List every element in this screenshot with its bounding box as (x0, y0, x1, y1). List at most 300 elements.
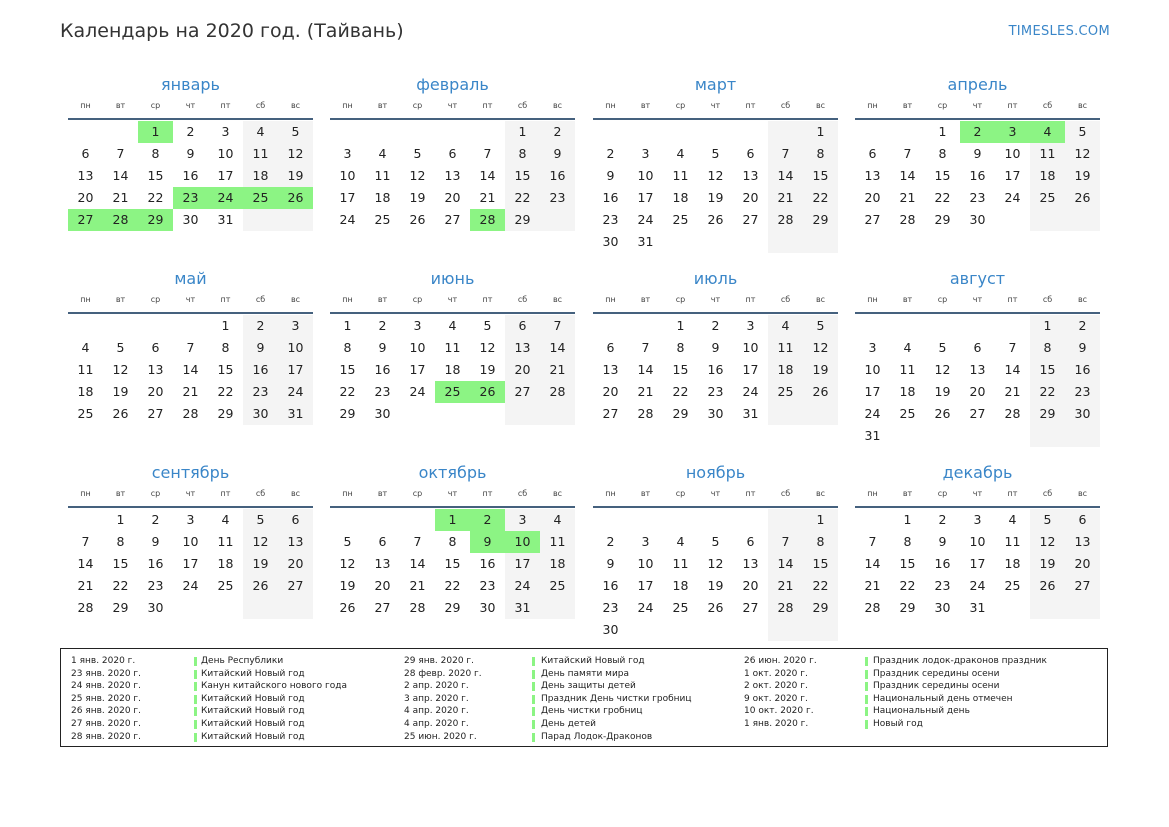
holiday-marker (865, 682, 868, 691)
day-cell: 6 (746, 534, 755, 549)
day-cell: 17 (637, 578, 654, 593)
day-cell: 5 (278, 121, 313, 143)
day-cell: 13 (147, 362, 164, 377)
day-cell: 17 (182, 556, 199, 571)
day-cell: 26 (1030, 575, 1065, 597)
weekday-label: сб (255, 295, 266, 304)
day-cell: 21 (768, 575, 803, 597)
day-cell: 10 (409, 340, 426, 355)
weekday-label: пн (605, 295, 616, 304)
month-block (68, 462, 313, 619)
day-cell: 27 (444, 212, 461, 227)
weekday-label: вс (815, 489, 826, 498)
day-grid (68, 509, 313, 619)
day-cell: 19 (339, 578, 356, 593)
weekday-label: ср (675, 489, 686, 498)
day-cell: 21 (637, 384, 654, 399)
day-cell: 21 (899, 190, 916, 205)
day-cell: 13 (864, 168, 881, 183)
legend-row (404, 668, 734, 681)
day-cell: 28 (540, 381, 575, 403)
day-cell: 26 (112, 406, 129, 421)
day-cell: 11 (899, 362, 916, 377)
day-cell: 15 (147, 168, 164, 183)
empty-cell (593, 315, 628, 337)
day-cell: 28 (899, 212, 916, 227)
legend-row (744, 668, 1074, 681)
day-cell: 5 (711, 146, 720, 161)
day-cell: 20 (1065, 553, 1100, 575)
month-separator (330, 118, 575, 120)
day-cell: 8 (903, 534, 912, 549)
day-cell: 1 (435, 509, 470, 531)
holiday-date: 2 окт. 2020 г. (744, 681, 808, 692)
day-cell: 2 (606, 534, 615, 549)
day-cell: 29 (803, 597, 838, 619)
weekday-label: чт (972, 101, 983, 110)
holiday-marker (532, 695, 535, 704)
day-cell: 12 (803, 337, 838, 359)
empty-cell (890, 121, 925, 143)
day-cell: 2 (243, 315, 278, 337)
day-cell: 23 (602, 600, 619, 615)
day-cell: 19 (409, 190, 426, 205)
day-cell: 1 (343, 318, 352, 333)
empty-cell (960, 425, 995, 447)
day-cell: 10 (864, 362, 881, 377)
day-cell: 4 (243, 121, 278, 143)
day-cell: 19 (707, 578, 724, 593)
holiday-marker (532, 657, 535, 666)
weekday-label: чт (447, 295, 458, 304)
day-cell: 17 (969, 556, 986, 571)
day-cell: 15 (934, 168, 951, 183)
day-cell: 10 (217, 146, 234, 161)
weekday-label: вс (290, 489, 301, 498)
day-cell: 22 (803, 575, 838, 597)
empty-cell (400, 509, 435, 531)
day-cell: 2 (938, 512, 947, 527)
month-separator (330, 506, 575, 508)
day-cell: 6 (81, 146, 90, 161)
day-cell: 27 (278, 575, 313, 597)
empty-cell (68, 315, 103, 337)
month-separator (68, 312, 313, 314)
day-cell: 19 (803, 359, 838, 381)
empty-cell (1030, 209, 1065, 231)
holiday-name: День памяти мира (541, 668, 630, 679)
month-name: январь (161, 75, 220, 94)
day-cell: 14 (1004, 362, 1021, 377)
day-cell: 11 (243, 143, 278, 165)
empty-cell (698, 619, 733, 641)
holiday-name: Китайский Новый год (201, 693, 305, 704)
day-cell: 25 (672, 600, 689, 615)
day-cell: 9 (540, 143, 575, 165)
day-cell: 30 (934, 600, 951, 615)
weekday-label: ср (937, 489, 948, 498)
day-cell: 12 (1030, 531, 1065, 553)
day-cell: 3 (343, 146, 352, 161)
holiday-name: Канун китайского нового года (201, 681, 348, 692)
day-cell: 6 (868, 146, 877, 161)
day-cell: 10 (182, 534, 199, 549)
weekday-header (855, 99, 1100, 115)
day-cell: 10 (505, 531, 540, 553)
day-cell: 18 (672, 578, 689, 593)
day-cell: 23 (969, 190, 986, 205)
day-cell: 11 (768, 337, 803, 359)
day-cell: 1 (116, 512, 125, 527)
day-cell: 30 (147, 600, 164, 615)
weekday-label: чт (972, 295, 983, 304)
empty-cell (855, 315, 890, 337)
day-cell: 21 (409, 578, 426, 593)
day-cell: 28 (768, 597, 803, 619)
empty-cell (435, 403, 470, 425)
month-separator (855, 312, 1100, 314)
day-cell: 18 (1004, 556, 1021, 571)
holiday-name: Праздник День чистки гробниц (541, 693, 692, 704)
legend-row (404, 731, 734, 744)
holiday-date: 26 янв. 2020 г. (71, 706, 141, 717)
day-cell: 19 (278, 165, 313, 187)
legend-column (404, 655, 734, 743)
day-cell: 8 (676, 340, 685, 355)
month-block (330, 462, 575, 619)
weekday-label: вс (552, 489, 563, 498)
weekday-header (855, 487, 1100, 503)
day-cell: 4 (768, 315, 803, 337)
day-cell: 6 (151, 340, 160, 355)
day-cell: 3 (868, 340, 877, 355)
day-cell: 18 (540, 553, 575, 575)
empty-cell (768, 403, 803, 425)
day-cell: 21 (540, 359, 575, 381)
day-cell: 25 (1030, 187, 1065, 209)
day-cell: 1 (903, 512, 912, 527)
day-cell: 12 (1065, 143, 1100, 165)
day-cell: 10 (278, 337, 313, 359)
month-block (855, 268, 1100, 447)
empty-cell (733, 509, 768, 531)
weekday-header (68, 99, 313, 115)
day-cell: 2 (470, 509, 505, 531)
day-cell: 23 (1065, 381, 1100, 403)
day-cell: 25 (374, 212, 391, 227)
legend-row (744, 680, 1074, 693)
weekday-label: чт (185, 489, 196, 498)
day-cell: 26 (243, 575, 278, 597)
weekday-header (68, 293, 313, 309)
holiday-date: 25 янв. 2020 г. (71, 693, 141, 704)
empty-cell (365, 121, 400, 143)
month-name: февраль (416, 75, 489, 94)
day-cell: 1 (803, 121, 838, 143)
empty-cell (278, 209, 313, 231)
weekday-label: вс (552, 101, 563, 110)
day-cell: 9 (711, 340, 720, 355)
day-cell: 22 (803, 187, 838, 209)
holiday-marker (194, 695, 197, 704)
empty-cell (733, 619, 768, 641)
weekday-label: вт (115, 101, 126, 110)
empty-cell (995, 315, 1030, 337)
empty-cell (138, 315, 173, 337)
empty-cell (540, 209, 575, 231)
day-cell: 13 (374, 556, 391, 571)
day-cell: 3 (221, 124, 230, 139)
day-cell: 11 (444, 340, 461, 355)
empty-cell (803, 619, 838, 641)
month-separator (593, 312, 838, 314)
weekday-label: сб (1042, 101, 1053, 110)
day-cell: 5 (483, 318, 492, 333)
day-cell: 23 (374, 384, 391, 399)
holiday-marker (194, 707, 197, 716)
holiday-name: Парад Лодок-Драконов (541, 731, 653, 742)
month-name: июнь (430, 269, 475, 288)
day-cell: 21 (479, 190, 496, 205)
holiday-marker (865, 670, 868, 679)
day-cell: 2 (151, 512, 160, 527)
weekday-label: пт (482, 101, 493, 110)
day-cell: 29 (217, 406, 234, 421)
day-cell: 12 (707, 168, 724, 183)
holiday-date: 23 янв. 2020 г. (71, 668, 141, 679)
holiday-name: Праздник середины осени (873, 668, 1000, 679)
weekday-label: вт (902, 489, 913, 498)
day-cell: 15 (444, 556, 461, 571)
day-cell: 30 (182, 212, 199, 227)
empty-cell (540, 403, 575, 425)
weekday-label: чт (972, 489, 983, 498)
day-cell: 22 (672, 384, 689, 399)
day-cell: 24 (505, 575, 540, 597)
weekday-label: вт (377, 489, 388, 498)
day-cell: 8 (938, 146, 947, 161)
weekday-label: чт (447, 489, 458, 498)
weekday-label: чт (185, 295, 196, 304)
holiday-marker (194, 733, 197, 742)
weekday-label: сб (780, 101, 791, 110)
day-cell: 30 (479, 600, 496, 615)
day-cell: 9 (1065, 337, 1100, 359)
day-cell: 28 (1004, 406, 1021, 421)
day-cell: 6 (746, 146, 755, 161)
holiday-marker (532, 682, 535, 691)
legend-row (404, 705, 734, 718)
holiday-marker (194, 682, 197, 691)
weekday-label: чт (710, 295, 721, 304)
day-cell: 11 (217, 534, 234, 549)
day-cell: 23 (540, 187, 575, 209)
weekday-label: пн (605, 489, 616, 498)
weekday-label: сб (517, 489, 528, 498)
day-cell: 13 (742, 556, 759, 571)
day-cell: 31 (969, 600, 986, 615)
day-cell: 31 (217, 212, 234, 227)
day-cell: 9 (243, 337, 278, 359)
weekday-label: вт (640, 295, 651, 304)
day-cell: 11 (672, 168, 689, 183)
day-cell: 7 (413, 534, 422, 549)
month-block (68, 268, 313, 425)
day-cell: 12 (278, 143, 313, 165)
holiday-marker (194, 720, 197, 729)
day-cell: 31 (742, 406, 759, 421)
day-cell: 27 (864, 212, 881, 227)
empty-cell (470, 121, 505, 143)
day-cell: 23 (243, 381, 278, 403)
holiday-name: Национальный день отмечен (873, 693, 1013, 704)
day-cell: 26 (707, 600, 724, 615)
day-cell: 16 (707, 362, 724, 377)
day-cell: 22 (112, 578, 129, 593)
holiday-date: 24 янв. 2020 г. (71, 681, 141, 692)
day-cell: 13 (602, 362, 619, 377)
day-cell: 2 (540, 121, 575, 143)
weekday-label: ср (675, 295, 686, 304)
day-cell: 30 (1065, 403, 1100, 425)
month-name: сентябрь (151, 463, 230, 482)
day-cell: 8 (116, 534, 125, 549)
weekday-label: сб (1042, 489, 1053, 498)
day-cell: 25 (540, 575, 575, 597)
day-cell: 9 (151, 534, 160, 549)
month-block (330, 74, 575, 231)
weekday-label: вс (815, 295, 826, 304)
holiday-date: 2 апр. 2020 г. (404, 681, 469, 692)
day-cell: 13 (278, 531, 313, 553)
legend-row (71, 668, 401, 681)
weekday-label: пн (342, 295, 353, 304)
day-cell: 23 (173, 187, 208, 209)
day-cell: 22 (444, 578, 461, 593)
day-cell: 7 (116, 146, 125, 161)
day-cell: 1 (505, 121, 540, 143)
weekday-label: чт (185, 101, 196, 110)
day-cell: 7 (81, 534, 90, 549)
day-cell: 29 (899, 600, 916, 615)
weekday-header (593, 99, 838, 115)
empty-cell (733, 231, 768, 253)
day-cell: 17 (409, 362, 426, 377)
day-cell: 11 (77, 362, 94, 377)
day-cell: 24 (637, 212, 654, 227)
legend-row (744, 705, 1074, 718)
holiday-date: 28 февр. 2020 г. (404, 668, 482, 679)
weekday-label: сб (517, 101, 528, 110)
day-cell: 25 (899, 406, 916, 421)
day-cell: 4 (1030, 121, 1065, 143)
day-cell: 21 (864, 578, 881, 593)
weekday-header (593, 487, 838, 503)
month-block (330, 268, 575, 425)
day-cell: 18 (768, 359, 803, 381)
empty-cell (925, 425, 960, 447)
day-cell: 6 (606, 340, 615, 355)
month-name: апрель (947, 75, 1008, 94)
legend-row (744, 693, 1074, 706)
empty-cell (540, 597, 575, 619)
day-cell: 19 (707, 190, 724, 205)
weekday-label: чт (710, 489, 721, 498)
weekday-label: пт (482, 489, 493, 498)
holiday-date: 1 янв. 2020 г. (71, 656, 136, 666)
day-cell: 4 (903, 340, 912, 355)
weekday-label: сб (255, 101, 266, 110)
day-cell: 9 (606, 556, 615, 571)
day-cell: 30 (969, 212, 986, 227)
day-cell: 23 (602, 212, 619, 227)
day-cell: 7 (768, 143, 803, 165)
weekday-header (68, 487, 313, 503)
weekday-label: вт (115, 489, 126, 498)
day-cell: 15 (803, 165, 838, 187)
day-cell: 16 (934, 556, 951, 571)
day-cell: 15 (112, 556, 129, 571)
weekday-label: пн (605, 101, 616, 110)
day-cell: 30 (374, 406, 391, 421)
day-cell: 14 (540, 337, 575, 359)
empty-cell (505, 403, 540, 425)
site-link[interactable]: TIMESLES.COM (1008, 24, 1110, 39)
empty-cell (103, 315, 138, 337)
weekday-label: сб (1042, 295, 1053, 304)
month-name: июль (693, 269, 738, 288)
day-cell: 21 (77, 578, 94, 593)
month-separator (593, 118, 838, 120)
empty-cell (628, 315, 663, 337)
day-cell: 10 (637, 556, 654, 571)
legend-row (71, 718, 401, 731)
weekday-header (593, 293, 838, 309)
day-cell: 2 (378, 318, 387, 333)
day-cell: 15 (505, 165, 540, 187)
weekday-label: ср (675, 101, 686, 110)
holiday-name: Китайский Новый год (201, 706, 305, 717)
day-cell: 17 (339, 190, 356, 205)
day-cell: 21 (1004, 384, 1021, 399)
weekday-label: пт (1007, 489, 1018, 498)
empty-cell (663, 121, 698, 143)
day-cell: 11 (374, 168, 391, 183)
day-cell: 20 (444, 190, 461, 205)
holiday-name: Китайский Новый год (541, 656, 645, 666)
empty-cell (768, 121, 803, 143)
day-cell: 3 (641, 534, 650, 549)
day-cell: 12 (934, 362, 951, 377)
day-cell: 8 (151, 146, 160, 161)
day-cell: 4 (221, 512, 230, 527)
day-cell: 20 (969, 384, 986, 399)
page-title: Календарь на 2020 год. (Тайвань) (60, 20, 404, 42)
legend-row (404, 655, 734, 668)
weekday-label: пт (220, 489, 231, 498)
day-cell: 3 (973, 512, 982, 527)
day-cell: 6 (278, 509, 313, 531)
holiday-name: День чистки гробниц (541, 706, 643, 717)
day-cell: 10 (637, 168, 654, 183)
day-cell: 11 (1030, 143, 1065, 165)
day-cell: 14 (112, 168, 129, 183)
day-cell: 28 (409, 600, 426, 615)
weekday-label: чт (710, 101, 721, 110)
empty-cell (890, 425, 925, 447)
day-cell: 4 (676, 146, 685, 161)
month-separator (68, 118, 313, 120)
